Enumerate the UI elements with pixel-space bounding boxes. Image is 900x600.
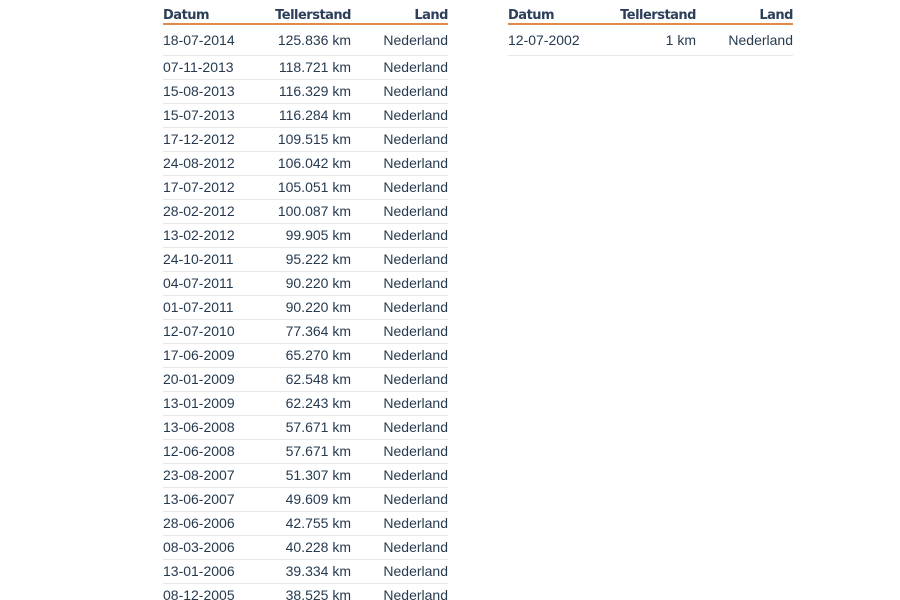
table-row — [163, 296, 448, 320]
cell-odometer: 118.721 km — [258, 56, 351, 80]
table-body — [508, 24, 793, 56]
cell-country: Nederland — [351, 272, 448, 296]
cell-date: 24-10-2011 — [163, 248, 258, 272]
table-row — [163, 248, 448, 272]
cell-odometer: 106.042 km — [258, 152, 351, 176]
table-row — [163, 24, 448, 56]
cell-date: 15-08-2013 — [163, 80, 258, 104]
cell-date: 07-11-2013 — [163, 56, 258, 80]
table-row — [163, 152, 448, 176]
cell-country: Nederland — [351, 536, 448, 560]
cell-date: 23-08-2007 — [163, 464, 258, 488]
table-row — [163, 560, 448, 584]
cell-country: Nederland — [351, 104, 448, 128]
cell-date: 13-06-2007 — [163, 488, 258, 512]
cell-odometer: 49.609 km — [258, 488, 351, 512]
cell-country: Nederland — [351, 392, 448, 416]
cell-date: 12-07-2010 — [163, 320, 258, 344]
table-row — [163, 464, 448, 488]
table-row — [163, 392, 448, 416]
cell-date: 20-01-2009 — [163, 368, 258, 392]
table-row — [508, 24, 793, 56]
cell-odometer: 38.525 km — [258, 584, 351, 600]
table-row — [163, 536, 448, 560]
table-row — [163, 272, 448, 296]
cell-date: 08-03-2006 — [163, 536, 258, 560]
cell-odometer: 57.671 km — [258, 440, 351, 464]
cell-country: Nederland — [351, 464, 448, 488]
cell-country: Nederland — [696, 24, 793, 56]
header-country: Land — [696, 6, 793, 24]
header-odometer: Tellerstand — [258, 6, 351, 24]
cell-odometer: 42.755 km — [258, 512, 351, 536]
cell-date: 24-08-2012 — [163, 152, 258, 176]
cell-country: Nederland — [351, 560, 448, 584]
cell-date: 13-06-2008 — [163, 416, 258, 440]
cell-odometer: 62.243 km — [258, 392, 351, 416]
cell-date: 01-07-2011 — [163, 296, 258, 320]
cell-odometer: 62.548 km — [258, 368, 351, 392]
odometer-table-left — [163, 6, 448, 600]
cell-odometer: 125.836 km — [258, 24, 351, 56]
cell-date: 28-02-2012 — [163, 200, 258, 224]
header-date: Datum — [163, 6, 258, 24]
cell-odometer: 100.087 km — [258, 200, 351, 224]
table-header — [163, 6, 448, 24]
cell-odometer: 77.364 km — [258, 320, 351, 344]
table-row — [163, 80, 448, 104]
cell-date: 13-01-2006 — [163, 560, 258, 584]
header-row — [163, 6, 448, 24]
table-row — [163, 104, 448, 128]
cell-date: 18-07-2014 — [163, 24, 258, 56]
cell-date: 13-01-2009 — [163, 392, 258, 416]
cell-date: 17-12-2012 — [163, 128, 258, 152]
cell-country: Nederland — [351, 320, 448, 344]
cell-country: Nederland — [351, 488, 448, 512]
table-row — [163, 56, 448, 80]
cell-odometer: 65.270 km — [258, 344, 351, 368]
cell-date: 17-07-2012 — [163, 176, 258, 200]
cell-country: Nederland — [351, 368, 448, 392]
cell-country: Nederland — [351, 224, 448, 248]
cell-odometer: 1 km — [603, 24, 696, 56]
cell-odometer: 109.515 km — [258, 128, 351, 152]
header-date: Datum — [508, 6, 603, 24]
cell-odometer: 40.228 km — [258, 536, 351, 560]
cell-odometer: 90.220 km — [258, 272, 351, 296]
cell-odometer: 116.329 km — [258, 80, 351, 104]
header-odometer: Tellerstand — [603, 6, 696, 24]
table-row — [163, 512, 448, 536]
cell-country: Nederland — [351, 176, 448, 200]
cell-odometer: 57.671 km — [258, 416, 351, 440]
table-row — [163, 344, 448, 368]
cell-country: Nederland — [351, 584, 448, 600]
cell-country: Nederland — [351, 128, 448, 152]
cell-odometer: 39.334 km — [258, 560, 351, 584]
table-header — [508, 6, 793, 24]
cell-odometer: 95.222 km — [258, 248, 351, 272]
header-country: Land — [351, 6, 448, 24]
cell-country: Nederland — [351, 248, 448, 272]
table-row — [163, 128, 448, 152]
cell-country: Nederland — [351, 296, 448, 320]
cell-country: Nederland — [351, 80, 448, 104]
cell-odometer: 116.284 km — [258, 104, 351, 128]
table-row — [163, 440, 448, 464]
cell-date: 17-06-2009 — [163, 344, 258, 368]
cell-country: Nederland — [351, 440, 448, 464]
cell-odometer: 51.307 km — [258, 464, 351, 488]
cell-odometer: 90.220 km — [258, 296, 351, 320]
table-row — [163, 584, 448, 600]
cell-date: 08-12-2005 — [163, 584, 258, 600]
cell-country: Nederland — [351, 200, 448, 224]
cell-date: 15-07-2013 — [163, 104, 258, 128]
cell-country: Nederland — [351, 344, 448, 368]
table-row — [163, 416, 448, 440]
cell-country: Nederland — [351, 512, 448, 536]
table-row — [163, 200, 448, 224]
table-body — [163, 24, 448, 600]
cell-odometer: 99.905 km — [258, 224, 351, 248]
cell-country: Nederland — [351, 56, 448, 80]
cell-date: 28-06-2006 — [163, 512, 258, 536]
header-row — [508, 6, 793, 24]
table-row — [163, 176, 448, 200]
table-row — [163, 320, 448, 344]
cell-date: 13-02-2012 — [163, 224, 258, 248]
table-row — [163, 368, 448, 392]
cell-date: 04-07-2011 — [163, 272, 258, 296]
cell-country: Nederland — [351, 24, 448, 56]
cell-odometer: 105.051 km — [258, 176, 351, 200]
cell-country: Nederland — [351, 416, 448, 440]
cell-date: 12-06-2008 — [163, 440, 258, 464]
table-row — [163, 224, 448, 248]
table-row — [163, 488, 448, 512]
cell-date: 12-07-2002 — [508, 24, 603, 56]
cell-country: Nederland — [351, 152, 448, 176]
odometer-table-right — [508, 6, 793, 56]
